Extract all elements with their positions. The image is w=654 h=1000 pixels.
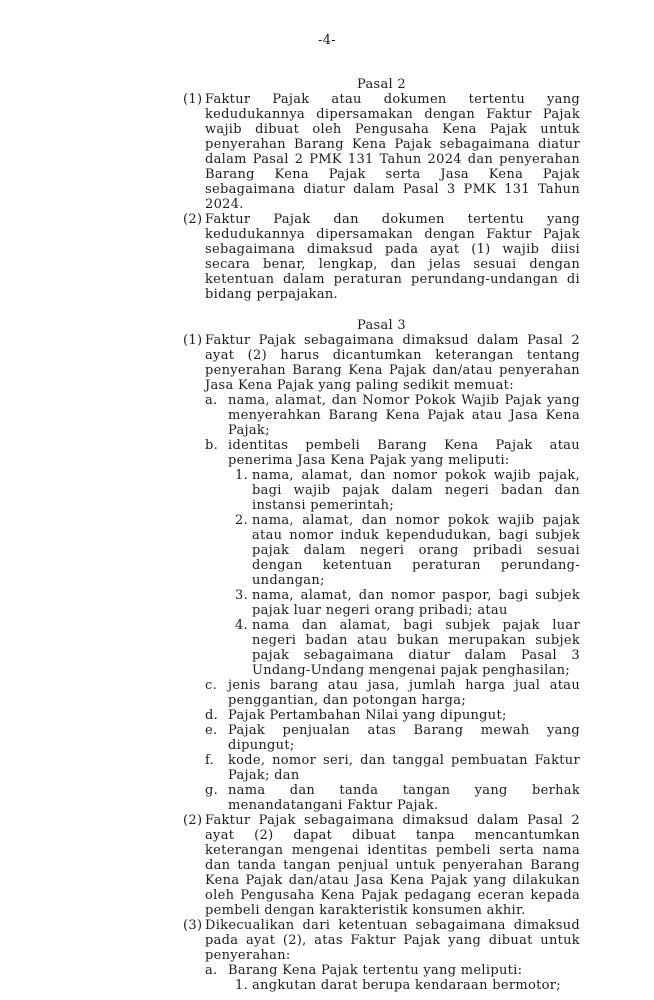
list-item <box>235 468 580 513</box>
list-item <box>183 333 580 813</box>
item-marker: 1. <box>235 468 249 483</box>
item-marker: 1. <box>235 978 249 993</box>
item-marker: 4. <box>235 618 249 633</box>
item-marker: (2) <box>183 813 203 828</box>
ayat-list <box>183 92 580 302</box>
list-item <box>205 783 580 813</box>
item-marker: (3) <box>183 918 203 933</box>
item-text: Faktur Pajak sebagaimana dimaksud dalam Pasal 2 ayat (2) harus dicantumkan keterangan tentang penyerahan Barang Kena Pajak dan/atau penyerahan Jasa Kena Pajak yang paling sedikit memuat: <box>205 333 580 393</box>
item-marker: d. <box>205 708 219 723</box>
item-text: Faktur Pajak atau dokumen tertentu yang kedudukannya dipersamakan dengan Faktur Pajak wajib dibuat oleh Pengusaha Kena Pajak untuk penyerahan Barang Kena Pajak sebagaimana diatur dalam Pasal 2 PMK 131 Tahun 2024 dan penyerahan Barang Kena Pajak serta Jasa Kena Pajak sebagaimana diatur dalam Pasal 3 PMK 131 Tahun 2024. <box>205 92 580 212</box>
item-text: identitas pembeli Barang Kena Pajak atau penerima Jasa Kena Pajak yang meliputi: <box>228 438 580 468</box>
ayat-list <box>183 333 580 993</box>
item-text: nama dan tanda tangan yang berhak menandatangani Faktur Pajak. <box>228 783 580 813</box>
list-item <box>205 723 580 753</box>
item-marker: (1) <box>183 92 203 107</box>
item-marker: 3. <box>235 588 249 603</box>
page-number: -4- <box>318 33 336 48</box>
item-text: Pajak Pertambahan Nilai yang dipungut; <box>228 708 507 723</box>
item-text: Barang Kena Pajak tertentu yang meliputi: <box>228 963 523 978</box>
list-item <box>205 438 580 678</box>
section-heading: Pasal 3 <box>357 318 406 333</box>
item-marker: a. <box>205 393 218 408</box>
list-item <box>235 588 580 618</box>
item-marker: (1) <box>183 333 203 348</box>
letter-list <box>205 393 580 813</box>
item-marker: 2. <box>235 513 249 528</box>
list-item <box>205 753 580 783</box>
item-text: nama, alamat, dan nomor pokok wajib pajak, bagi wajib pajak dalam negeri badan dan instansi pemerintah; <box>252 468 580 513</box>
item-text: Dikecualikan dari ketentuan sebagaimana dimaksud pada ayat (2), atas Faktur Pajak yang dibuat untuk penyerahan: <box>205 918 580 963</box>
letter-list <box>205 963 580 993</box>
item-text: kode, nomor seri, dan tanggal pembuatan Faktur Pajak; dan <box>228 753 580 783</box>
list-item <box>183 92 580 212</box>
list-item <box>205 963 580 993</box>
list-item <box>205 393 580 438</box>
item-text: Pajak penjualan atas Barang mewah yang dipungut; <box>228 723 580 753</box>
section <box>183 318 580 993</box>
list-item <box>235 978 580 993</box>
list-item <box>183 813 580 918</box>
list-item <box>183 918 580 993</box>
list-item <box>235 513 580 588</box>
item-text: jenis barang atau jasa, jumlah harga jual atau penggantian, dan potongan harga; <box>228 678 580 708</box>
item-text: nama, alamat, dan nomor paspor, bagi subjek pajak luar negeri orang pribadi; atau <box>252 588 580 618</box>
item-marker: a. <box>205 963 218 978</box>
item-marker: f. <box>205 753 215 768</box>
item-text: nama, alamat, dan nomor pokok wajib pajak atau nomor induk kependudukan, bagi subjek pajak dalam negeri orang pribadi sesuai dengan ketentuan peraturan perundang-undangan; <box>252 513 580 588</box>
item-text: nama dan alamat, bagi subjek pajak luar negeri badan atau bukan merupakan subjek pajak sebagaimana diatur dalam Pasal 3 Undang-Undang mengenai pajak penghasilan; <box>252 618 580 678</box>
item-marker: b. <box>205 438 219 453</box>
item-text: nama, alamat, dan Nomor Pokok Wajib Pajak yang menyerahkan Barang Kena Pajak atau Jasa Kena Pajak; <box>228 393 580 438</box>
item-marker: (2) <box>183 212 203 227</box>
list-item <box>183 212 580 302</box>
section <box>183 77 580 302</box>
item-text: angkutan darat berupa kendaraan bermotor; <box>252 978 561 993</box>
document-content <box>183 77 580 993</box>
item-marker: e. <box>205 723 218 738</box>
item-marker: g. <box>205 783 219 798</box>
item-text: Faktur Pajak dan dokumen tertentu yang kedudukannya dipersamakan dengan Faktur Pajak sebagaimana dimaksud pada ayat (1) wajib diisi secara benar, lengkap, dan jelas sesuai dengan ketentuan dalam peraturan perundang-undangan di bidang perpajakan. <box>205 212 580 302</box>
list-item <box>205 708 580 723</box>
num-list <box>235 468 580 678</box>
list-item <box>235 618 580 678</box>
list-item <box>205 678 580 708</box>
item-text: Faktur Pajak sebagaimana dimaksud dalam Pasal 2 ayat (2) dapat dibuat tanpa mencantumkan keterangan mengenai identitas pembeli serta nama dan tanda tangan penjual untuk penyerahan Barang Kena Pajak dan/atau Jasa Kena Pajak yang dilakukan oleh Pengusaha Kena Pajak pedagang eceran kepada pembeli dengan karakteristik konsumen akhir. <box>205 813 580 918</box>
num-list <box>235 978 580 993</box>
item-marker: c. <box>205 678 218 693</box>
section-heading: Pasal 2 <box>357 77 406 92</box>
